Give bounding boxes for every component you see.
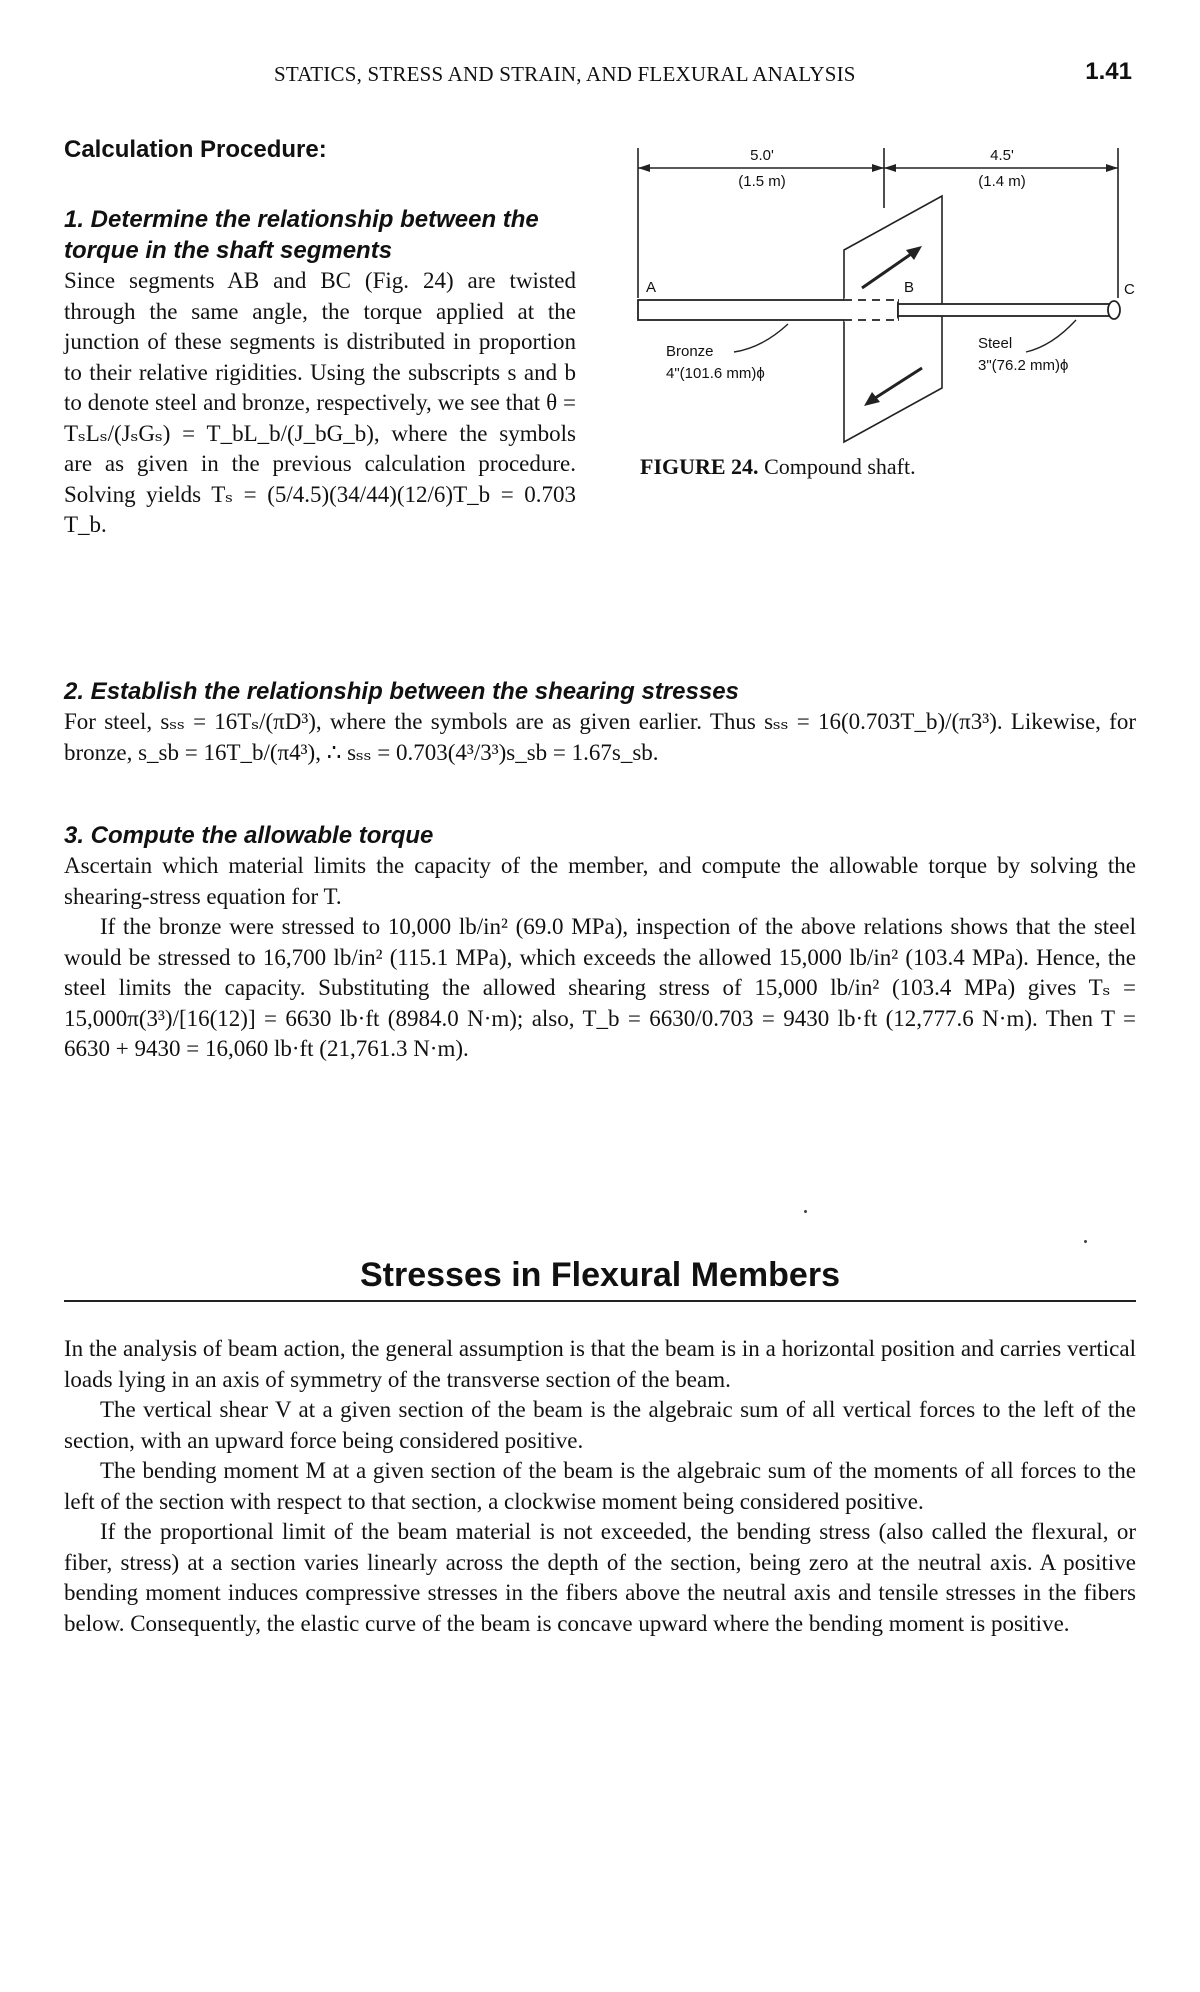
figure-caption-text: Compound shaft. — [764, 454, 916, 479]
dim-arrow-mid-left — [872, 164, 884, 172]
step3-para1: Ascertain which material limits the capacity of the member, and compute the allowable torque by solving the shearing-stress equation for T. — [64, 853, 1136, 909]
figure-caption-label: FIGURE 24. — [640, 454, 759, 479]
dim-left-label: 5.0' — [750, 147, 774, 164]
steel-size: 3"(76.2 mm)ϕ — [978, 357, 1069, 374]
flexural-para4: If the proportional limit of the beam material is not exceeded, the bending stress (also called the flexural, or fiber, stress) at a section varies linearly across the depth of the section, being zero at the neutral axis. A positive bending moment induces compressive stresses in the fibers above the neutral axis and tensile stresses in the fibers below. Consequently, the elastic curve of the beam is concave upward where the bending moment is positive. — [64, 1519, 1136, 1636]
scan-speck — [1084, 1240, 1087, 1243]
bronze-leader — [734, 324, 788, 352]
compound-shaft-figure — [622, 138, 1142, 498]
step2-block — [64, 676, 1136, 768]
section-rule — [64, 1300, 1136, 1302]
step2-body: For steel, sₛₛ = 16Tₛ/(πD³), where the symbols are as given earlier. Thus sₛₛ = 16(0.703T_b)/(π3³). Likewise, for bronze, s_sb = 16T_b/(π4³), ∴ sₛₛ = 0.703(4³/3³)s_sb = 1.67s_sb. — [64, 709, 1136, 765]
bronze-size: 4"(101.6 mm)ϕ — [666, 365, 765, 382]
point-b-label: B — [904, 279, 915, 296]
step3-para2: If the bronze were stressed to 10,000 lb/in² (69.0 MPa), inspection of the above relations shows that the steel would be stressed to 16,700 lb/in² (115.1 MPa), which exceeds the allowed 15,000 lb/in² (103.4 MPa). Hence, the steel limits the capacity. Substituting the allowed shearing stress of 15,000 lb/in² (103.4 MPa) gives Tₛ = 15,000π(3³)/[16(12)] = 6630 lb·ft (8984.0 N·m); also, T_b = 6630/0.703 = 9430 lb·ft (12,777.6 N·m). Then T = 6630 + 9430 = 16,060 lb·ft (21,761.3 N·m). — [64, 914, 1136, 1061]
step1-body: Since segments AB and BC (Fig. 24) are twisted through the same angle, the torque applied at the junction of these segments is distributed in proportion to their relative rigidities. Using the subscripts s and b to denote steel and bronze, respectively, we see that θ = TₛLₛ/(JₛGₛ) = T_bL_b/(J_bG_b), where the symbols are as given in the previous calculation procedure. Solving yields Tₛ = (5/4.5)(34/44)(12/6)T_b = 0.703 T_b. — [64, 268, 576, 537]
page-number: 1.41 — [1085, 58, 1132, 85]
shaft-end-c — [1108, 301, 1120, 319]
dim-right-label: 4.5' — [990, 147, 1014, 164]
flexural-para3: The bending moment M at a given section of the beam is the algebraic sum of the moments of all forces to the left of the section with respect to that section, a clockwise moment being considered positive. — [64, 1458, 1136, 1514]
dim-arrow-left — [638, 164, 650, 172]
figure-caption — [640, 454, 916, 480]
running-head — [64, 56, 1136, 90]
flexural-section-body — [64, 1334, 1136, 1639]
point-a-label: A — [646, 279, 657, 296]
dim-left-metric: (1.5 m) — [738, 173, 786, 190]
section-title: Stresses in Flexural Members — [359, 1256, 840, 1294]
procedure-title: Calculation Procedure: — [64, 136, 327, 163]
scan-speck — [804, 1210, 807, 1213]
step1-heading: 1. Determine the relationship between the torque in the shaft segments — [64, 206, 539, 264]
bronze-label: Bronze — [666, 343, 714, 360]
dim-arrow-mid-right — [884, 164, 896, 172]
dim-right-metric: (1.4 m) — [978, 173, 1026, 190]
flexural-para2: The vertical shear V at a given section of the beam is the algebraic sum of all vertical forces to the left of the section, with an upward force being considered positive. — [64, 1397, 1136, 1453]
flexural-para1: In the analysis of beam action, the general assumption is that the beam is in a horizontal position and carries vertical loads lying in an axis of symmetry of the transverse section of the beam. — [64, 1336, 1136, 1392]
step3-heading: 3. Compute the allowable torque — [64, 822, 434, 849]
step2-heading: 2. Establish the relationship between the shearing stresses — [64, 678, 739, 705]
steel-label: Steel — [978, 335, 1013, 352]
running-head-title: STATICS, STRESS AND STRAIN, AND FLEXURAL ANALYSIS — [274, 62, 856, 86]
steel-leader — [1026, 320, 1076, 352]
point-c-label: C — [1124, 281, 1135, 298]
step1-column — [64, 136, 576, 541]
step3-block — [64, 820, 1136, 1065]
steel-segment — [898, 304, 1114, 316]
dim-arrow-right — [1106, 164, 1118, 172]
compound-shaft-diagram — [622, 138, 1142, 458]
bronze-segment — [638, 300, 898, 320]
